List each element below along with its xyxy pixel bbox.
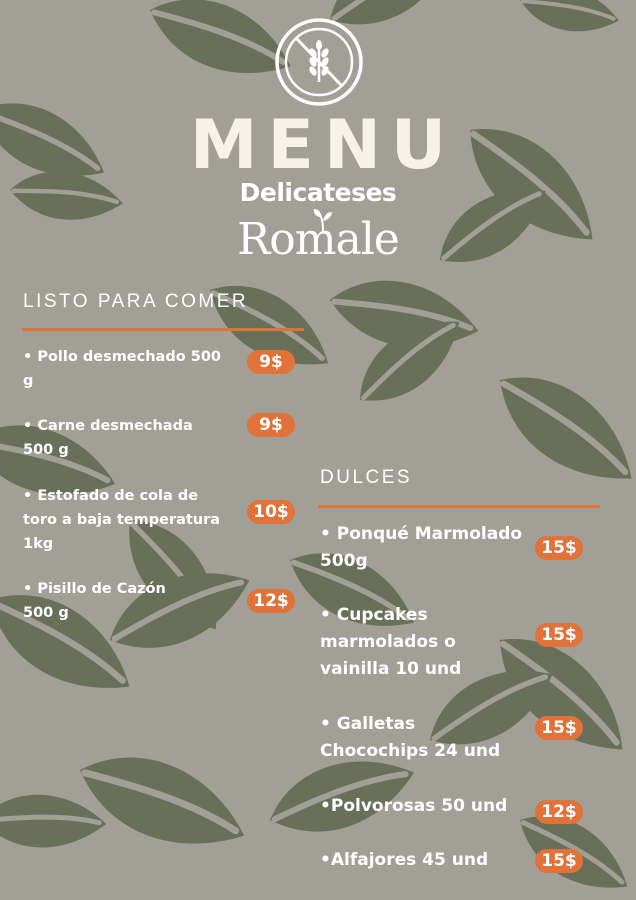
price-badge-ponque: 15$: [535, 536, 583, 560]
subtitle: Delicateses: [239, 178, 397, 207]
menu-item-cupcakes: • Cupcakes marmolados o vainilla 10 und: [320, 605, 462, 679]
price-badge-galletas: 15$: [535, 716, 583, 740]
no-gluten-wheat-icon: [273, 16, 365, 108]
menu-item-estofado: • Estofado de cola de toro a baja temperatura 1kg: [23, 488, 221, 552]
section-divider-listo: [22, 328, 304, 331]
section-title-listo: LISTO PARA COMER: [23, 291, 249, 312]
section-title-dulces: DULCES: [320, 467, 413, 488]
menu-item-alfajores: •Alfajores 45 und: [320, 850, 489, 870]
price-badge-pisillo: 12$: [247, 589, 295, 613]
menu-title: MENU: [189, 106, 457, 185]
menu-item-pollo: • Pollo desmechado 500 g: [23, 349, 222, 389]
section-divider-dulces: [318, 505, 600, 508]
menu-item-carne: • Carne desmechada 500 g: [23, 418, 193, 458]
price-badge-alfajores: 15$: [535, 849, 583, 873]
menu-item-pisillo: • Pisillo de Cazón 500 g: [23, 581, 166, 621]
price-badge-pollo: 9$: [247, 350, 295, 374]
price-badge-carne: 9$: [247, 413, 295, 437]
menu-item-galletas: • Galletas Chocochips 24 und: [320, 714, 501, 761]
brand-name: Romale: [237, 214, 399, 265]
menu-item-ponque: • Ponqué Marmolado 500g: [320, 524, 523, 571]
price-badge-estofado: 10$: [247, 500, 295, 524]
price-badge-polvorosas: 12$: [535, 800, 583, 824]
price-badge-cupcakes: 15$: [535, 623, 583, 647]
menu-item-polvorosas: •Polvorosas 50 und: [320, 796, 508, 816]
